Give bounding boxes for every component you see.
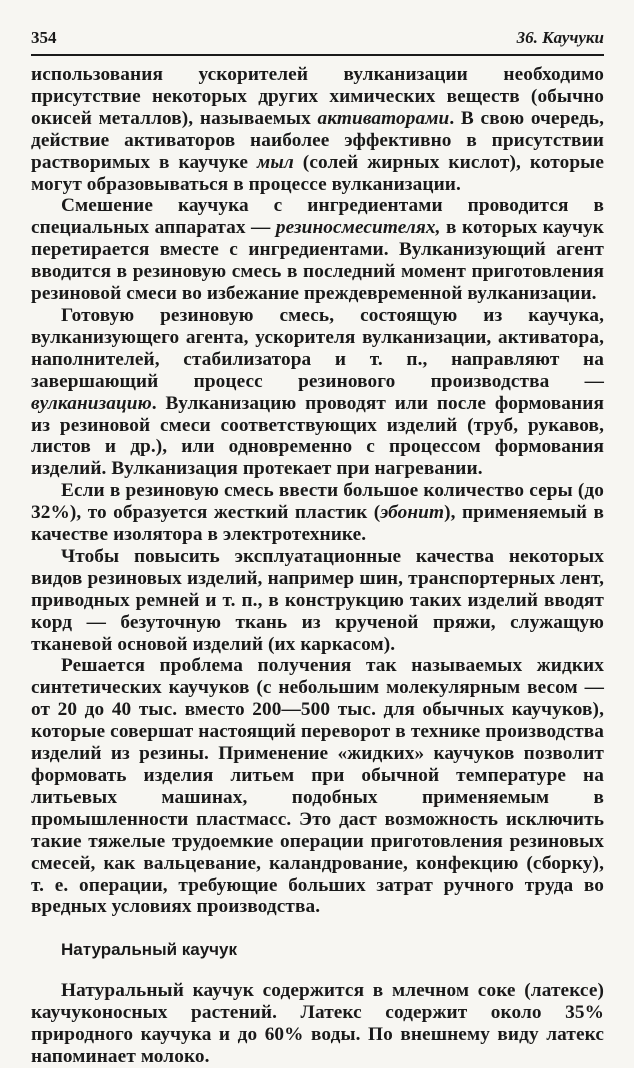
text-run: в которых каучук перетирается вместе с ингредиентами. Вулканизующий агент вводится в резиновую смесь в последний момент приготовления резиновой смеси во избежание преждевременной вулканизации. xyxy=(31,217,604,305)
page-number: 354 xyxy=(31,28,57,47)
paragraph xyxy=(31,655,604,918)
section-body-text xyxy=(31,980,604,1068)
running-title: 36. Каучуки xyxy=(516,28,604,47)
text-run: . Вулканизацию проводят или после формования из резиновой смеси соответствующих изделий (труб, рукавов, листов и др.), или одновременно с процессом формования изделий. Вулканизация протекает при нагревании. xyxy=(31,392,604,480)
italic-term: вулканизацию xyxy=(31,392,152,414)
text-run: Готовую резиновую смесь, состоящую из каучука, вулканизующего агента, ускорителя вулканизации, активатора, наполнителей, стабилизатора и т. п., направляют на завершающий процесс резинового производства — xyxy=(31,304,604,392)
text-run: Решается проблема получения так называемых жидких синтетических каучуков (с небольшим молекулярным весом — от 20 до 40 тыс. вместо 200—500 тыс. для обычных каучуков), которые совершат настоящий переворот в технике производства изделий из резины. Применение «жидких» каучуков позволит формовать изделия литьем при обычной температуре на литьевых машинах, подобных применяемым в промышленности пластмасс. Это даст возможность исключить такие тяжелые трудоемкие операции приготовления резиновых смесей, как вальцевание, каландрование, конфекцию (сборку), т. е. операции, требующие больших затрат ручного труда во вредных условиях производства. xyxy=(31,655,604,918)
text-run: Смешение каучука с ингредиентами проводится в специальных аппаратах — xyxy=(31,195,604,239)
italic-term: эбонит xyxy=(380,502,445,524)
text-run: использования ускорителей вулканизации необходимо присутствие некоторых других химических веществ (обычно окисей металлов), называемых xyxy=(31,64,604,129)
page-header xyxy=(31,28,604,52)
text-run: Чтобы повысить эксплуатационные качества некоторых видов резиновых изделий, например шин, транспортерных лент, приводных ремней и т. п., в конструкцию таких изделий вводят корд — безуточную ткань из крученой пряжи, служащую тканевой основой изделий (их каркасом). xyxy=(31,545,604,655)
paragraph xyxy=(31,195,604,305)
text-run: Если в резиновую смесь ввести большое количество серы (до 32%), то образуется жесткий пластик ( xyxy=(31,480,604,524)
text-run: ), применяемый в качестве изолятора в электротехнике. xyxy=(31,502,604,546)
paragraph xyxy=(31,64,604,195)
text-run: (солей жирных кислот), которые могут образовываться в процессе вулканизации. xyxy=(31,151,604,195)
paragraph xyxy=(31,480,604,546)
section-title: Натуральный каучук xyxy=(61,940,238,960)
header-rule xyxy=(31,54,604,56)
book-page xyxy=(31,28,604,1068)
text-run: Натуральный каучук содержится в млечном соке (латексе) каучуконосных растений. Латекс содержит около 35% природного каучука и до 60% воды. По внешнему виду латекс напоминает молоко. xyxy=(31,980,604,1068)
paragraph xyxy=(31,546,604,656)
text-run: . В свою очередь, действие активаторов наиболее эффективно в присутствии растворимых в каучуке xyxy=(31,107,604,173)
italic-term: резиносмесителях, xyxy=(275,217,441,239)
paragraph xyxy=(31,980,604,1068)
italic-term: активаторами xyxy=(317,107,450,129)
body-text xyxy=(31,64,604,918)
paragraph xyxy=(31,305,604,480)
italic-term: мыл xyxy=(257,151,294,173)
